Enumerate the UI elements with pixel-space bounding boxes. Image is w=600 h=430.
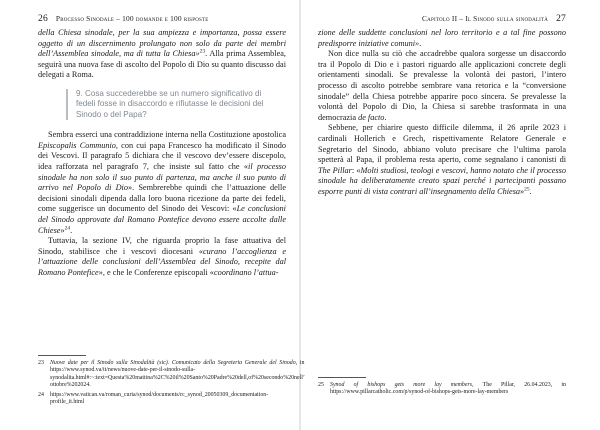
paragraph-text: Sebbene, per chiarire questo difficile dilemma, il 26 aprile 2023 i cardinali Hollerich e Grech, rispettivamente Relatore Generale e Segretario del Sinodo, abbiano voluto precisare che l’ultima parola spetterà al Papa, il problema resta aperto, come segnalano i canonisti di (318, 123, 566, 165)
right-page (300, 0, 600, 430)
left-page-number: 26 (38, 14, 48, 24)
italic-term: de facto (358, 112, 385, 122)
question-heading: 9. Cosa succederebbe se un numero significativo di fedeli fosse in disaccordo e rifiutasse le decisioni del Sinodo o del Papa? (66, 89, 266, 120)
footnote-number: 25 (318, 382, 324, 388)
footnote-link[interactable]: , The Pillar, 26.04.2023, in https://www.pillarcatholic.com/p/synod-of-bishops-gets-more-lay-members (330, 382, 566, 396)
paragraph-text: , con cui papa Francesco ha modificato il Sinodo dei Vescovi. Il paragrafo 5 dichiara che il vescovo dev’essere discepolo, idea rafforzata nel paragrafo 7, che insiste sul fatto che « (38, 140, 286, 171)
paragraph-text: . Alla prima Assemblea, seguirà una nuova fase di ascolto del Popolo di Dio su quanto discusso dai delegati a Roma. (38, 49, 286, 80)
quote-text: coordinano l’attua- (213, 267, 279, 277)
paragraph-text: . (529, 186, 532, 196)
right-page-number: 27 (556, 14, 566, 24)
footnote-number: 24 (38, 391, 44, 398)
footnote-link[interactable]: https://www.vatican.va/roman_curia/synod/documents/rc_synod_20050309_documentation-profile_it.html (50, 391, 269, 406)
right-footnotes (318, 377, 566, 399)
right-running-header (318, 14, 566, 24)
left-continued-paragraph (38, 28, 286, 81)
footnote-link[interactable]: , in https://www.synod.va/it/news/nuove-date-per-il-sinodo-sulla-synodalita.html#:~:text=Questa%20mattina%2C%20il%20Santo%20Padre%20dell,of%20secondo%20nell’ ottobre%202024. (50, 360, 305, 389)
footnote-title: Synod of bishops gets more lay members (330, 382, 473, 388)
left-running-title: Processo Sinodale – 100 domande e 100 risposte (55, 14, 209, 23)
paragraph (318, 123, 566, 197)
quote-text: Le conclusioni del Sinodo approvate dal Romano Pontefice devono essere accolte dalle Chiese (38, 204, 286, 235)
footnote-ref: 24 (64, 224, 71, 231)
footnote-text (330, 382, 566, 397)
left-footnotes (38, 355, 305, 408)
footnote-rule (318, 377, 366, 378)
italic-title: Episcopalis Communio (38, 140, 116, 150)
right-running-title: Capitolo II – Il Sinodo sulla sinodalità (422, 14, 549, 23)
footnote-number: 23 (38, 360, 44, 366)
paragraph (318, 49, 566, 123)
footnote-text (50, 360, 304, 390)
footnote-ref: 25 (524, 186, 530, 193)
paragraph (38, 236, 286, 278)
footnote-ref: 23 (199, 48, 206, 55)
paragraph-text: » (60, 225, 65, 235)
footnote-text (50, 392, 286, 407)
footnote (38, 392, 286, 407)
paragraph-text: Sembra esserci una contraddizione interna nella Costituzione apostolica (48, 130, 286, 140)
right-continued-paragraph (318, 28, 566, 49)
quote-text: della Chiesa sinodale, per la sua ampiezza e importanza, possa essere oggetto di un discernimento prolungato non solo da parte dei membri dell’Assemblea sinodale, ma di tutta la Chiesa» (38, 28, 286, 59)
footnote-rule (38, 355, 86, 356)
paragraph-text: » (520, 186, 525, 196)
paragraph-text: », e che le Conferenze episcopali « (98, 267, 214, 277)
footnote (318, 382, 566, 397)
paragraph-text: . (419, 38, 422, 48)
paragraph-text: . (70, 225, 73, 235)
footnote-title: Nuove date per il Sinodo sulla Sinodalità (sic). Comunicato della Segreteria Generale del Sinodo (50, 360, 296, 366)
quote-text: zione delle suddette conclusioni nel loro territorio e a tal fine possono predisporre iniziative comuni» (318, 28, 566, 48)
footnote (38, 360, 305, 390)
paragraph-text: ». Sembrerebbe quindi che l’attuazione delle decisioni sinodali dipenda dalla loro buona ricezione da parte dei fedeli, come suggerisce un documento del Sinodo dei Vescovi: « (38, 183, 287, 214)
paragraph (38, 130, 286, 236)
paragraph-text: Tuttavia, la sezione IV, che riguarda proprio la fase attuativa del Sinodo, stabilisce che i vescovi diocesani « (38, 236, 286, 256)
paragraph-text: : « (351, 165, 361, 175)
paragraph-text: Non dice nulla su ciò che accadrebbe qualora sorgesse un disaccordo tra il Popolo di Dio e i pastori riguardo alle applicazioni concrete degli orientamenti sinodali. Se prevalesse la volontà dei pastori, l’intero processo di ascolto potrebbe sembrare vana retorica e la “conversione sinodale” della Chiesa potrebbe apparire poco sincera. Se prevalesse la volontà del Popolo di Dio, la Chiesa si sarebbe trasformata in una democrazia (318, 49, 566, 122)
italic-title: The Pillar (318, 165, 352, 175)
paragraph-text: . (384, 112, 387, 122)
quote-text: Molti studiosi, teologi e vescovi, hanno notato che il processo sinodale ha deliberatamente creato spazi perché i partecipanti possano esporre punti di vista contrari all’insegnamento della Chiesa (318, 165, 566, 196)
right-body-text (318, 28, 566, 198)
left-body-text (38, 28, 286, 279)
quote-text: il processo sinodale ha non solo il suo punto di partenza, ma anche il suo punto di arrivo nel Popolo di Dio (38, 161, 287, 193)
left-running-header (38, 14, 286, 24)
quote-text: curano l’accoglienza e l’attuazione delle conclusioni dell’Assemblea del Sinodo, recepite dal Romano Pontefice (38, 246, 286, 277)
